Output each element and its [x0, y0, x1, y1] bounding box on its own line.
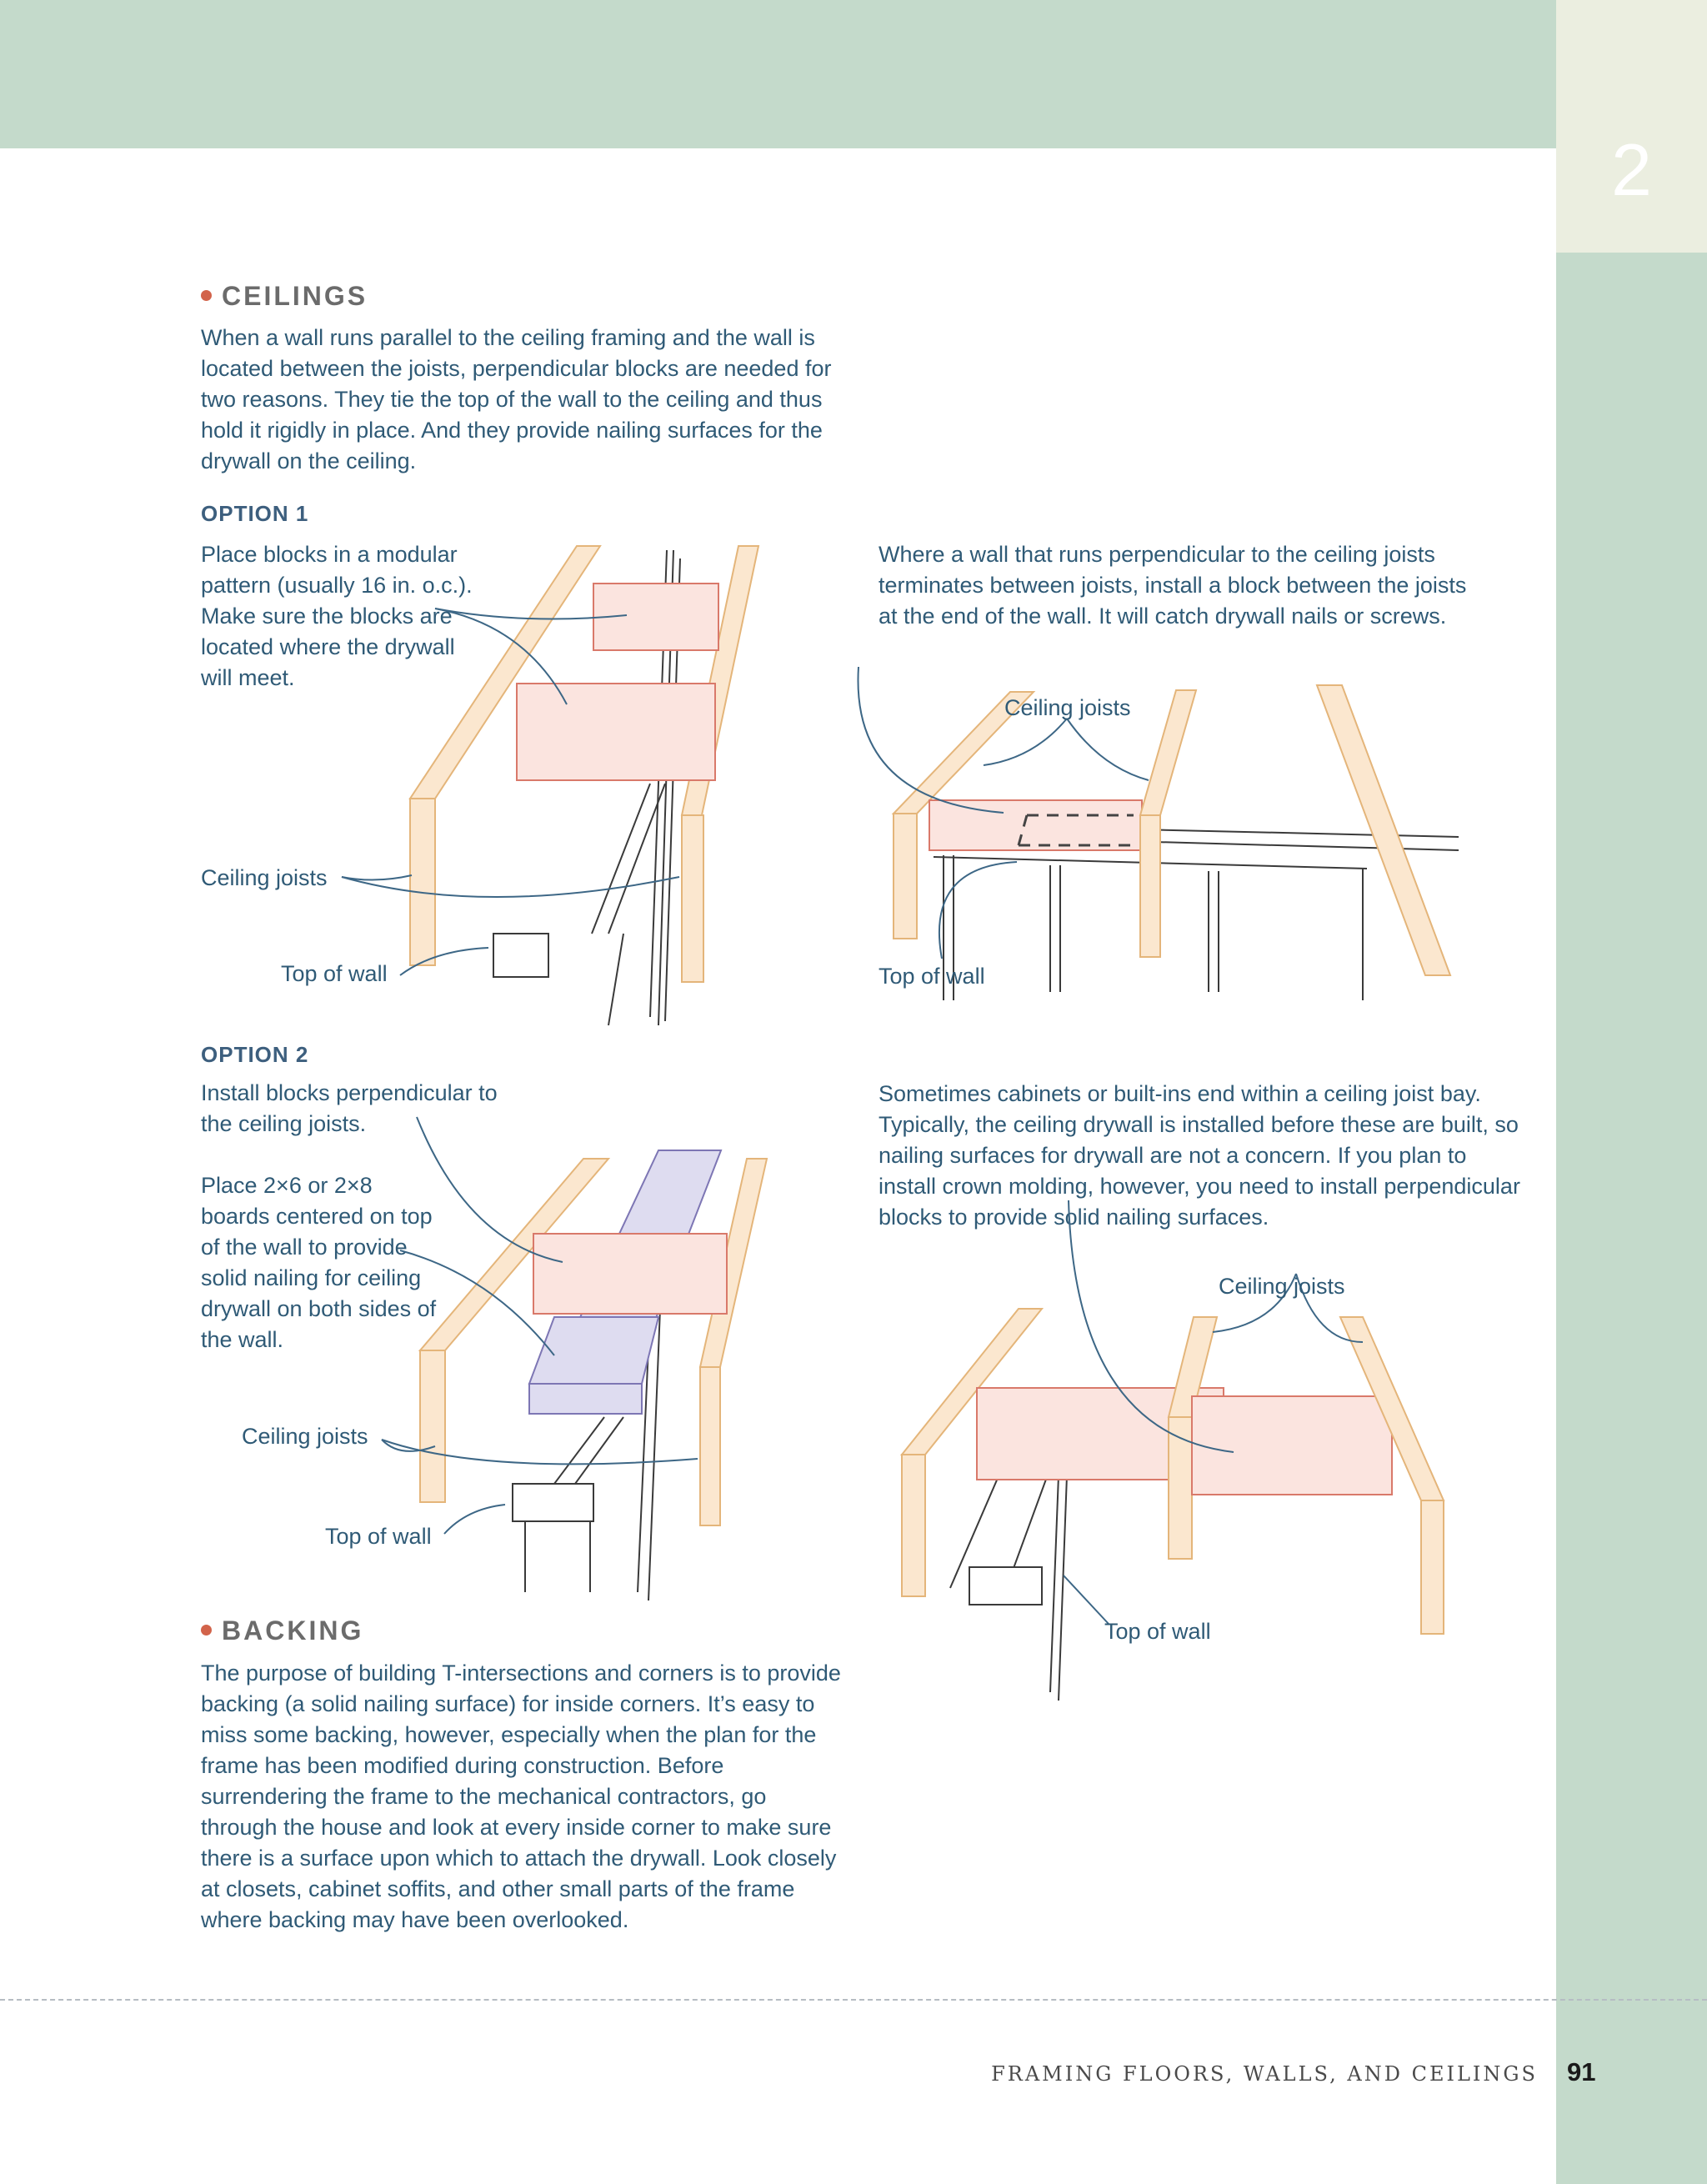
block — [533, 1234, 727, 1314]
chapter-tab — [1556, 0, 1707, 253]
perp-ceiling-joists-label: Ceiling joists — [1004, 695, 1131, 720]
running-head: FRAMING FLOORS, WALLS, AND CEILINGS — [991, 2062, 1538, 2086]
right-joist — [1140, 690, 1196, 815]
option2-ceiling-joists-label: Ceiling joists — [242, 1424, 368, 1449]
ceilings-heading-text: CEILINGS — [222, 281, 368, 311]
top-of-wall-shape — [969, 1567, 1042, 1605]
top-of-wall-shape — [513, 1484, 593, 1521]
perpendicular-wall-text: Where a wall that runs perpendicular to the ceiling joists terminates between joists, install a block between the joists at the end of the wall. It will catch drywall nails or screws. — [879, 542, 1467, 629]
option2-top-of-wall-label: Top of wall — [325, 1524, 432, 1549]
cabinets-text: Sometimes cabinets or built-ins end within a ceiling joist bay. Typically, the ceiling drywall is installed before these are built, so nailing surfaces for drywall are not a concern. If you plan to install crown molding, however, you need to install perpendicular blocks to provide solid nailing surfaces. — [879, 1081, 1520, 1230]
backing-heading — [201, 1617, 363, 1644]
ceilings-heading — [201, 283, 368, 309]
block-right — [1192, 1396, 1392, 1495]
block-lower — [517, 684, 715, 780]
option1-illustration — [400, 533, 783, 1034]
chapter-number: 2 — [1611, 128, 1652, 211]
end-block — [929, 800, 1142, 850]
option1-text: Place blocks in a modular pattern (usually 16 in. o.c.). Make sure the blocks are located where the drywall will meet. — [201, 542, 473, 690]
footer-divider — [0, 1999, 1707, 2001]
backing-text: The purpose of building T-intersections and corners is to provide backing (a solid nailing surface) for inside corners. It’s easy to miss some backing, however, especially when the plan for the frame has been modified during construction. Before surrendering the frame to the mechanical contractors, go through the house and look at every inside corner to make sure there is a surface upon which to attach the drywall. Look closely at closets, cabinet soffits, and other small parts of the frame where backing may have been overlooked. — [201, 1661, 841, 1932]
option2-text2: Place 2×6 or 2×8 boards centered on top of the wall to provide solid nailing for ceiling drywall on both sides of the wall. — [201, 1173, 437, 1352]
option1-label: OPTION 1 — [201, 501, 309, 526]
far-joist — [1317, 685, 1450, 975]
bullet-icon — [201, 1625, 212, 1635]
bullet-icon — [201, 290, 212, 301]
side-band — [1556, 0, 1707, 2184]
page-number: 91 — [1567, 2057, 1596, 2086]
header-band — [0, 0, 1556, 148]
option1-top-of-wall-label: Top of wall — [281, 961, 388, 986]
perpendicular-wall-illustration — [884, 675, 1467, 1009]
nailer-board — [529, 1384, 642, 1414]
ceilings-intro: When a wall runs parallel to the ceiling framing and the wall is located between the joists, perpendicular blocks are needed for two reasons. They tie the top of the wall to the ceiling and thus hold it rigidly in place. And they provide nailing surfaces for the drywall on the ceiling. — [201, 325, 832, 473]
option2-illustration — [400, 1142, 783, 1609]
option2-label: OPTION 2 — [201, 1042, 309, 1067]
backing-heading-text: BACKING — [222, 1615, 364, 1646]
option2-text1: Install blocks perpendicular to the ceiling joists. — [201, 1080, 498, 1136]
top-of-wall-shape — [493, 934, 548, 977]
option1-ceiling-joists-label: Ceiling joists — [201, 865, 328, 890]
cabinets-top-of-wall-label: Top of wall — [1104, 1619, 1211, 1644]
cabinets-ceiling-joists-label: Ceiling joists — [1219, 1274, 1345, 1299]
perp-top-of-wall-label: Top of wall — [879, 964, 985, 989]
